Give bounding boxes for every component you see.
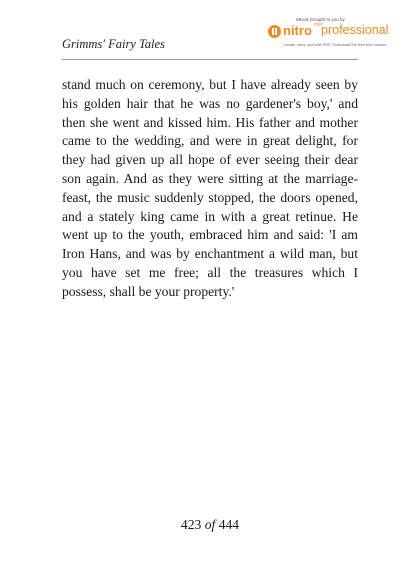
badge-logo [266, 22, 389, 41]
page-number [0, 517, 420, 533]
badge-brand-name: nitro [283, 23, 312, 38]
page-total: 444 [218, 517, 240, 532]
badge-brand-product: professional [321, 23, 389, 37]
nitro-logo-icon [268, 25, 281, 38]
header-divider [62, 59, 358, 60]
badge-tagline: Create, view, and edit PDF. Download the free trial version. [283, 42, 388, 47]
badge-caption: eBook brought to you by [296, 17, 345, 22]
page-current: 423 [180, 517, 202, 532]
nitro-pdf-badge[interactable] [266, 17, 389, 57]
running-header-title: Grimms' Fairy Tales [62, 37, 165, 51]
badge-brand-sup: PDF [314, 22, 323, 27]
body-paragraph: stand much on ceremony, but I have already seen by his golden hair that he was no gardener's boy,' and then she went and kissed him. His father and mother came to the wedding, and were in great delight, for they had given up all hope of ever seeing their dear son again. And as they were sitting at the marriage-feast, the music suddenly stopped, the doors opened, and a stately king came in with a great retinue. He went up to the youth, embraced him and said: 'I am Iron Hans, and was by enchantment a wild man, but you have set me free; all the treasures which I possess, shall be your property.' [62, 77, 358, 299]
page-of: of [204, 517, 216, 532]
